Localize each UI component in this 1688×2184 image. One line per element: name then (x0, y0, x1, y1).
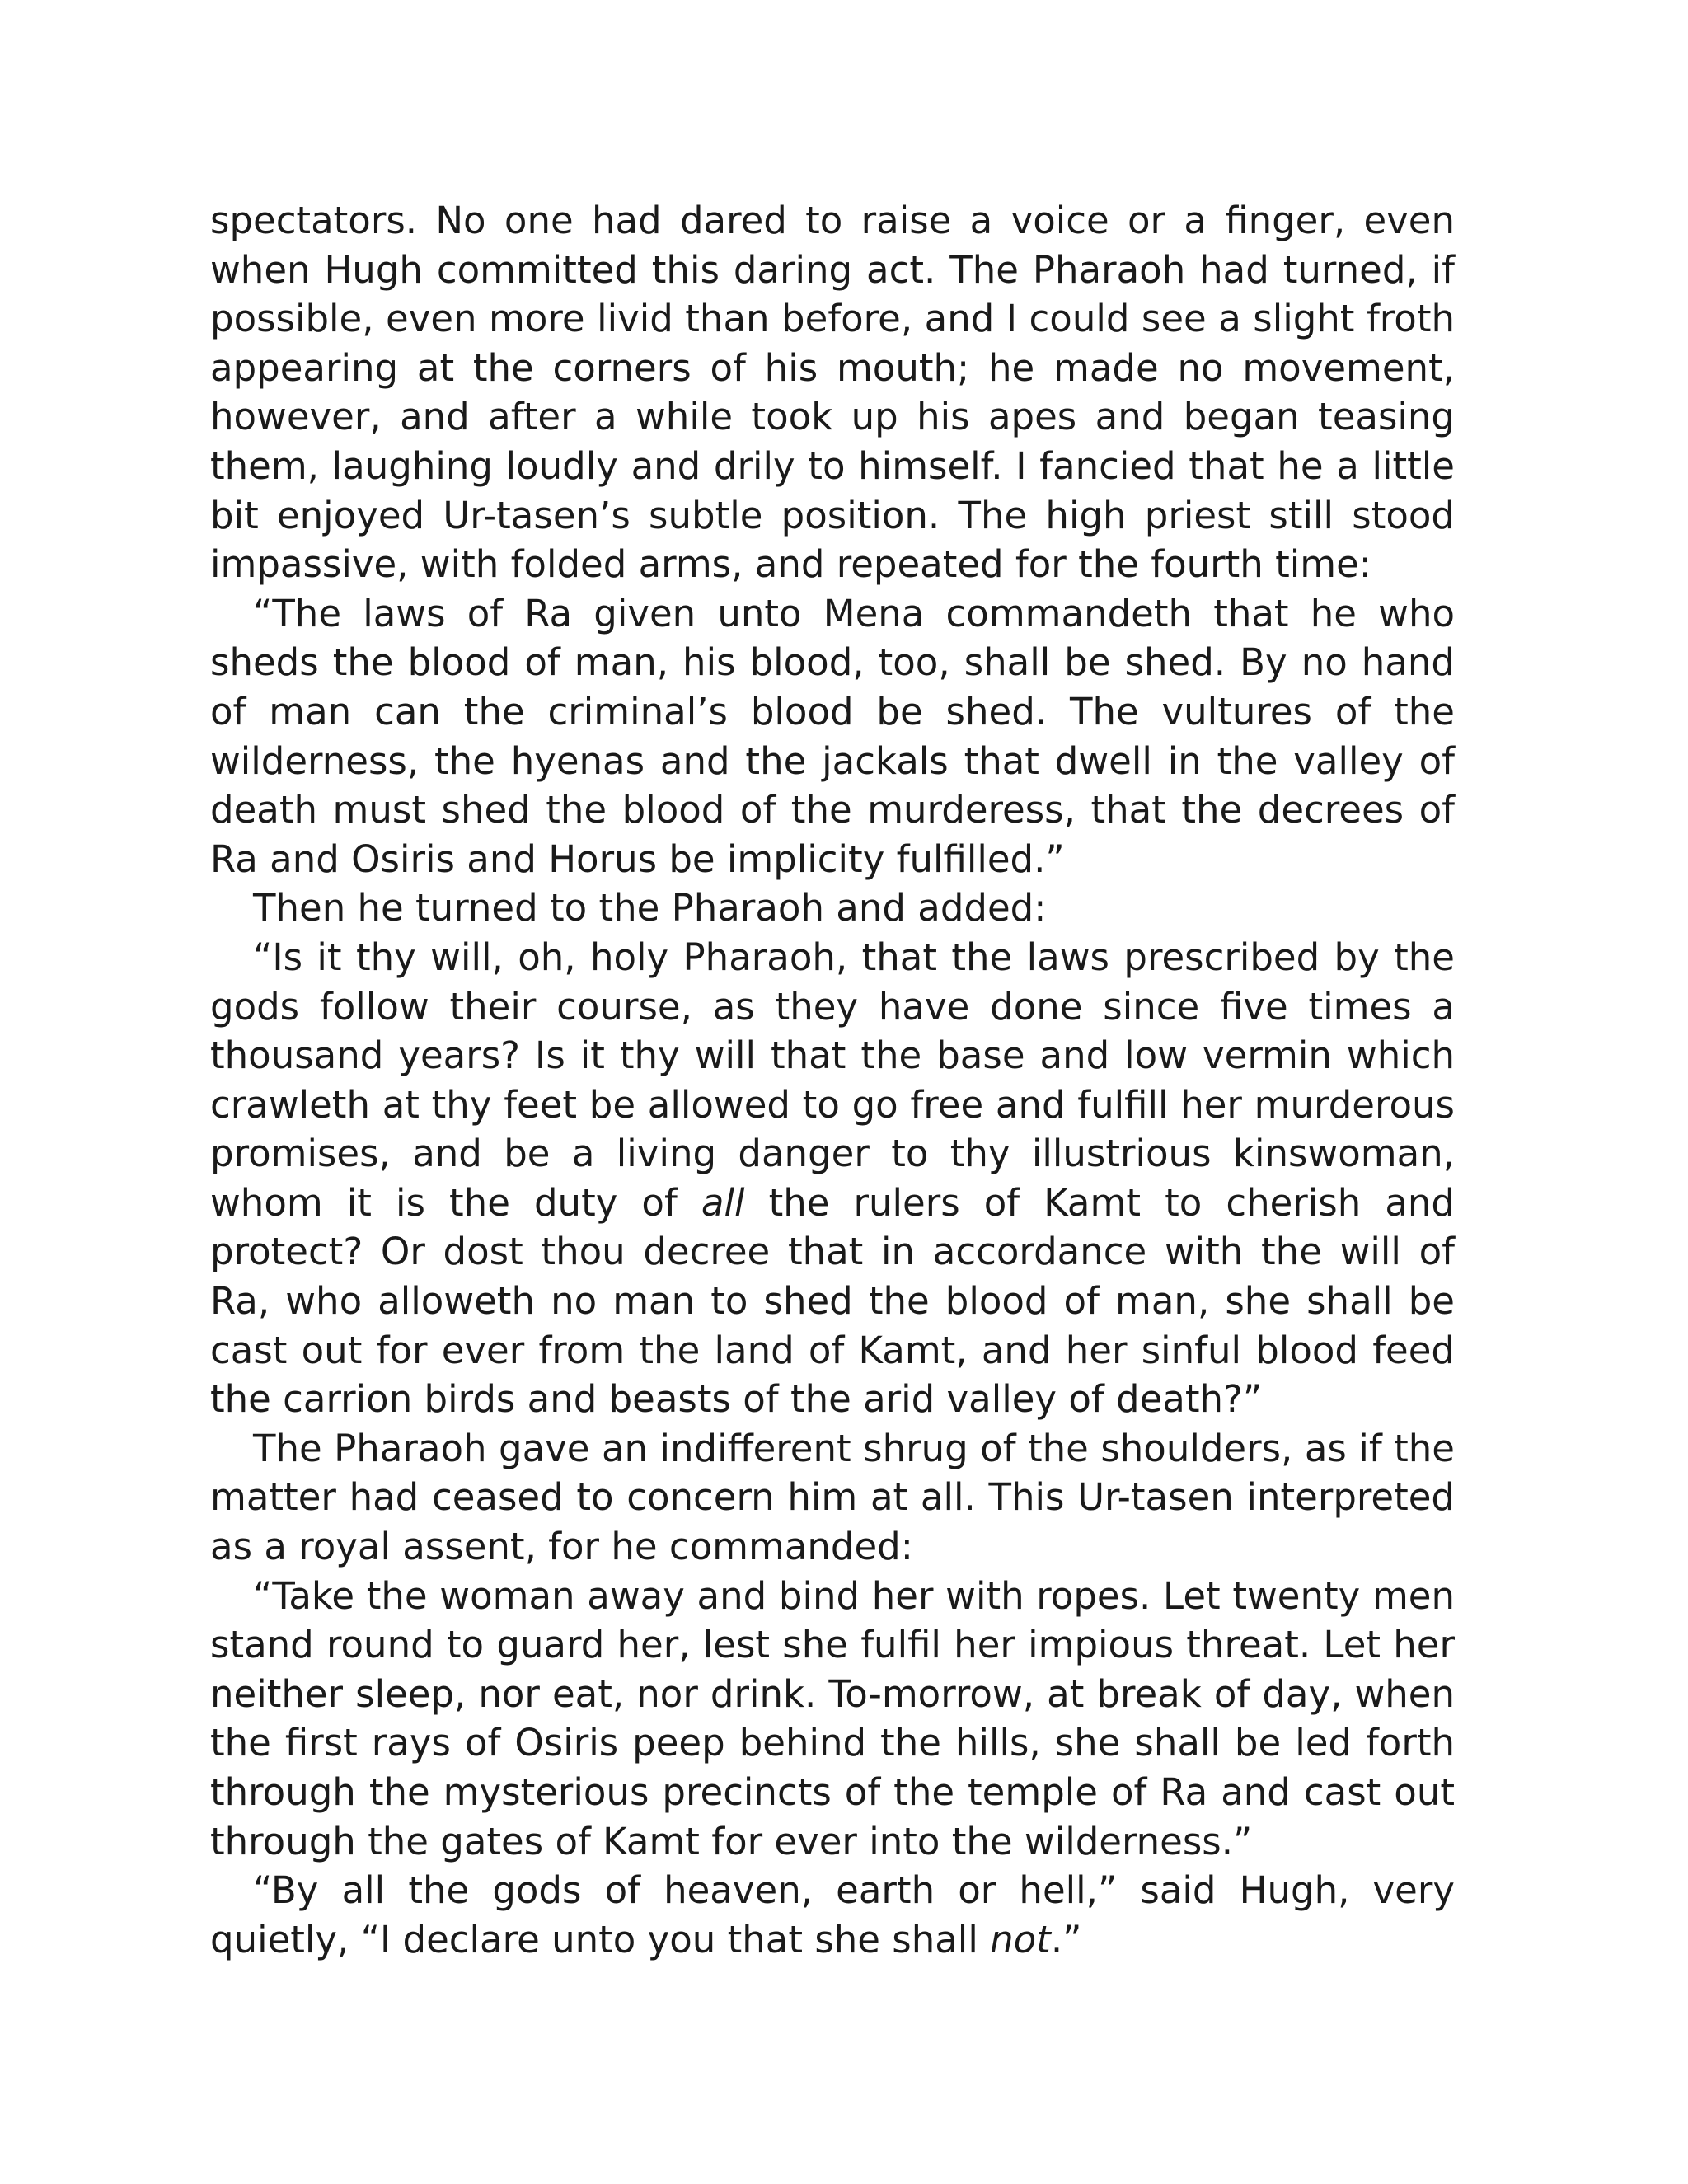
italic-emphasis: all (701, 1180, 745, 1225)
paragraph-text: “By all the gods of heaven, earth or hell,” said Hugh, very quietly, “I declare unto you that she shall (210, 1868, 1455, 1961)
paragraph (210, 1424, 1455, 1572)
paragraph-text: the rulers of Kamt to cherish and protect? Or dost thou decree that in accordance with the will of Ra, who alloweth no man to shed the blood of man, she shall be cast out for ever from the land of Kamt, and her sinful blood feed the carrion birds and beasts of the arid valley of death?” (210, 1180, 1455, 1422)
paragraph (210, 933, 1455, 1424)
paragraph (210, 1572, 1455, 1867)
paragraph-text: Then he turned to the Pharaoh and added: (253, 886, 1047, 930)
paragraph (210, 883, 1455, 933)
paragraph (210, 196, 1455, 589)
italic-emphasis: not (990, 1917, 1051, 1961)
paragraph-text: “The laws of Ra given unto Mena commandeth that he who sheds the blood of man, his blood, too, shall be shed. By no hand of man can the criminal’s blood be shed. The vultures of the wilderness, the hyenas and the jackals that dwell in the valley of death must shed the blood of the murderess, that the decrees of Ra and Osiris and Horus be implicity fulfilled.” (210, 591, 1455, 881)
paragraph (210, 589, 1455, 884)
paragraph-text: “Take the woman away and bind her with ropes. Let twenty men stand round to guard her, lest she fulfil her impious threat. Let her neither sleep, nor eat, nor drink. To-morrow, at break of day, when the first rays of Osiris peep behind the hills, she shall be led forth through the mysterious precincts of the temple of Ra and cast out through the gates of Kamt for ever into the wilderness.” (210, 1573, 1455, 1863)
paragraph-text: “Is it thy will, oh, holy Pharaoh, that the laws prescribed by the gods follow their course, as they have done since five times a thousand years? Is it thy will that the base and low vermin which crawleth at thy feet be allowed to go free and fulfill her murderous promises, and be a living danger to thy illustrious kinswoman, whom it is the duty of (210, 935, 1455, 1225)
paragraph (210, 1866, 1455, 1964)
paragraph-text: spectators. No one had dared to raise a voice or a finger, even when Hugh committed this daring act. The Pharaoh had turned, if possible, even more livid than before, and I could see a slight froth appearing at the corners of his mouth; he made no movement, however, and after a while took up his apes and began teasing them, laughing loudly and drily to himself. I fancied that he a little bit enjoyed Ur-tasen’s subtle position. The high priest still stood impassive, with folded arms, and repeated for the fourth time: (210, 199, 1455, 587)
paragraph-text: The Pharaoh gave an indifferent shrug of the shoulders, as if the matter had ceased to concern him at all. This Ur-tasen interpreted as a royal assent, for he commanded: (210, 1426, 1455, 1569)
paragraph-text: .” (1050, 1917, 1082, 1961)
body-text (210, 196, 1455, 1964)
